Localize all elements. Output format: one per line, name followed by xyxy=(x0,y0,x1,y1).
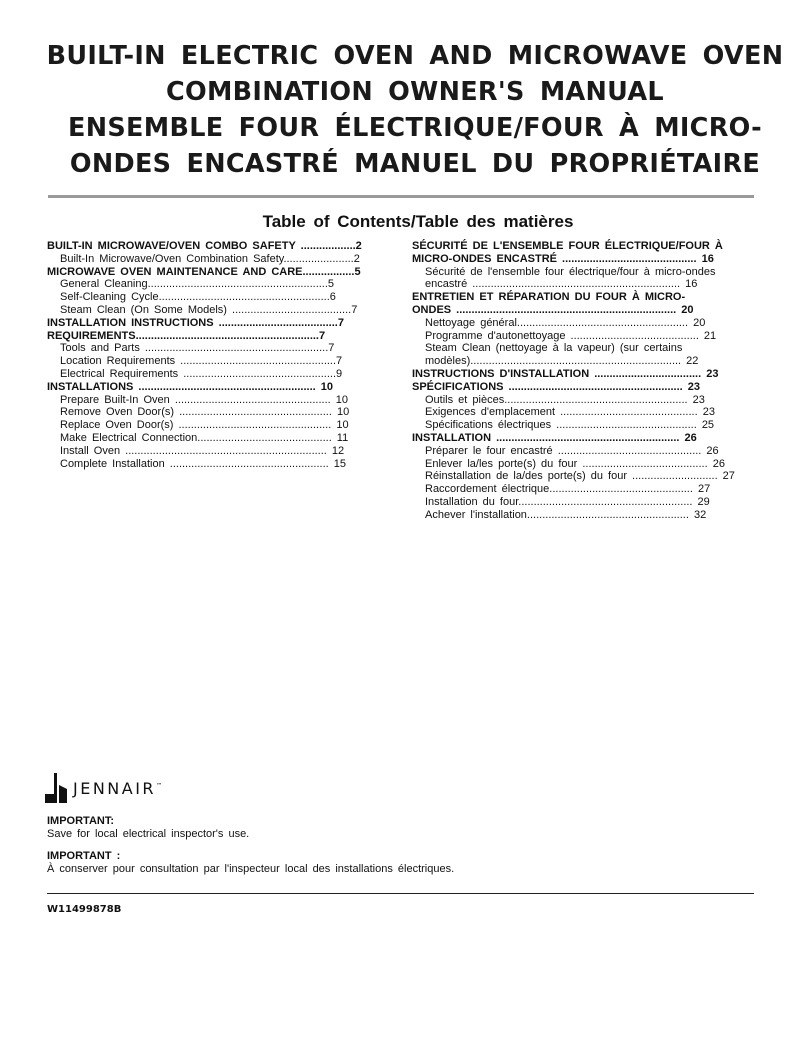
toc-section-entry: MICRO-ONDES ENCASTRÉ ............................................ 16 xyxy=(412,252,714,265)
toc-subsection-entry: Outils et pièces............................................................ 23 xyxy=(425,393,705,406)
title-divider xyxy=(48,195,754,198)
toc-subsection-entry: Built-In Microwave/Oven Combination Safety.......................2 xyxy=(60,252,360,265)
toc-section-entry: INSTALLATION ............................................................ 26 xyxy=(412,431,697,444)
toc-section-entry: SPÉCIFICATIONS ......................................................... 23 xyxy=(412,380,701,393)
note-label: IMPORTANT : xyxy=(47,850,121,862)
toc-subsection-entry: Exigences d'emplacement ............................................. 23 xyxy=(425,406,715,419)
document-number: W11499878B xyxy=(47,904,122,915)
toc-section-entry: REQUIREMENTS............................................................7 xyxy=(47,329,326,342)
toc-subsection-entry: Tools and Parts ............................................................7 xyxy=(60,342,335,355)
note-text: Save for local electrical inspector's use. xyxy=(47,827,250,840)
toc-subsection-entry: Remove Oven Door(s) .................................................. 10 xyxy=(60,406,350,419)
toc-subsection-entry: Raccordement électrique............................................... 27 xyxy=(425,483,711,496)
manual-title xyxy=(40,38,790,182)
title-line: ENSEMBLE FOUR ÉLECTRIQUE/FOUR À MICRO- xyxy=(68,113,762,143)
note-text: À conserver pour consultation par l'inspecteur local des installations électriques. xyxy=(47,862,455,875)
toc-heading: Table of Contents/Table des matières xyxy=(262,212,574,231)
toc-section-entry: INSTALLATION INSTRUCTIONS .......................................7 xyxy=(47,316,344,329)
toc-section-entry: INSTALLATIONS .......................................................... 10 xyxy=(47,380,333,393)
toc-subsection-entry: Installation du four......................................................... 29 xyxy=(425,495,710,508)
toc-section-entry: BUILT-IN MICROWAVE/OVEN COMBO SAFETY ..................2 xyxy=(47,240,362,252)
toc-subsection-entry: Spécifications électriques .............................................. 25 xyxy=(425,419,715,432)
important-notes xyxy=(47,815,454,875)
title-line: COMBINATION OWNER'S MANUAL xyxy=(166,77,664,107)
toc-subsection-entry: encastré .................................................................... 16 xyxy=(425,278,698,291)
toc-subsection-entry: Steam Clean (On Some Models) .......................................7 xyxy=(60,303,358,316)
brand-mark-icon xyxy=(45,773,67,803)
toc-subsection-entry: Prepare Built-In Oven ................................................... 10 xyxy=(60,393,348,406)
toc-subsection-entry: Steam Clean (nettoyage à la vapeur) (sur certains xyxy=(425,342,683,355)
toc-section-entry: INSTRUCTIONS D'INSTALLATION ................................... 23 xyxy=(412,367,719,380)
toc-subsection-entry: Sécurité de l'ensemble four électrique/four à micro-ondes xyxy=(425,265,716,278)
toc-column-english xyxy=(47,240,403,470)
toc-section-entry: MICROWAVE OVEN MAINTENANCE AND CARE.................5 xyxy=(47,265,361,278)
footer-divider xyxy=(47,893,754,894)
toc-subsection-entry: Install Oven .................................................................. 12 xyxy=(60,444,345,457)
toc-subsection-entry: Location Requirements ...................................................7 xyxy=(60,355,343,368)
toc-subsection-entry: Achever l'installation..................................................... 32 xyxy=(425,508,707,521)
toc-column-french xyxy=(412,240,762,522)
toc-subsection-entry: Electrical Requirements ..................................................9 xyxy=(60,367,343,380)
toc-subsection-entry: Enlever la/les porte(s) du four ......................................... 26 xyxy=(425,457,725,470)
toc-subsection-entry: Préparer le four encastré ............................................... 26 xyxy=(425,444,719,457)
toc-subsection-entry: Réinstallation de la/des porte(s) du four ............................ 27 xyxy=(425,470,735,483)
toc-subsection-entry: Replace Oven Door(s) .................................................. 10 xyxy=(60,419,349,432)
note-label: IMPORTANT: xyxy=(47,815,115,827)
title-line: ONDES ENCASTRÉ MANUEL DU PROPRIÉTAIRE xyxy=(69,149,761,179)
trademark-symbol: ™ xyxy=(156,782,163,790)
toc-section-entry: ENTRETIEN ET RÉPARATION DU FOUR À MICRO- xyxy=(412,291,686,304)
toc-subsection-entry: modèles)..................................................................... 22 xyxy=(425,355,699,368)
toc-subsection-entry: General Cleaning...........................................................5 xyxy=(60,278,335,291)
toc-subsection-entry: Programme d'autonettoyage .......................................... 21 xyxy=(425,329,717,342)
toc-subsection-entry: Make Electrical Connection............................................ 11 xyxy=(60,431,349,444)
title-line: BUILT-IN ELECTRIC OVEN AND MICROWAVE OVEN xyxy=(46,41,784,71)
toc-subsection-entry: Complete Installation .................................................... 15 xyxy=(60,457,346,470)
toc-subsection-entry: Nettoyage général........................................................ 20 xyxy=(425,316,706,329)
brand-logo xyxy=(45,773,162,803)
brand-name: JENNAIR™ xyxy=(73,778,163,798)
toc-section-entry: SÉCURITÉ DE L'ENSEMBLE FOUR ÉLECTRIQUE/FOUR À xyxy=(412,240,723,252)
toc-section-entry: ONDES ........................................................................ 20 xyxy=(412,303,694,316)
toc-subsection-entry: Self-Cleaning Cycle........................................................6 xyxy=(60,291,336,304)
